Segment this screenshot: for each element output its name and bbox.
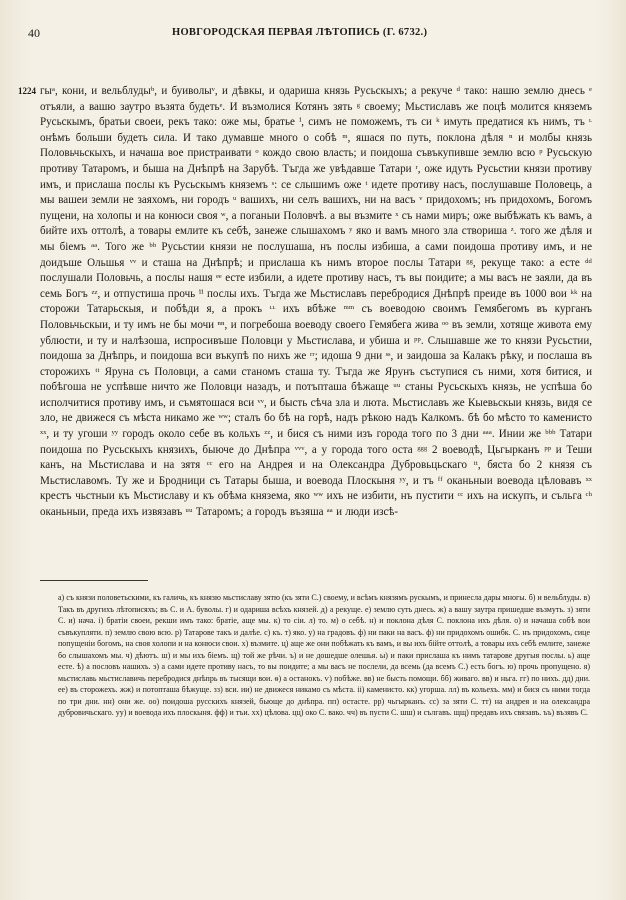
footnotes: а) съ князи половетьскими, къ галичь, къ князю мьстиславу зятю (къ зяти С.) своему, и всѣмъ князямъ рускымъ, и принесла дары многы. б) и вельблуды. в) Такъ въ другихъ лѣтописяхъ; въ С. и А. буволы. г) и одариша всѣхъ князей. д) а рекуще. е) землю суть днесь. ж) а вашу заутра пришедше възмуть. з) зяти С. и) нача. і) братіи своеи, рекши имъ тако: братіе, аще мы. к) то сіи. л) то. м) о себѣ. н) и поклона дѣля С. поклона ихъ дѣля. о) и начаша собѣ вои съвъкупляти. п) землю свою всю. р) Татарове такъ и далѣе. с) къ. т) яко. у) на градовъ. ф) ни паки на васъ. ф) ни придохомъ ошибк. С. нъ придохомъ, сице попущеніи богомъ, на своя холопи и на конюси свои. х) възмите. ц) аще же они побѣжать къ вамъ, и вы ихъ бійте оттолѣ, а товары ихъ себѣ емлите, занеже бо слышахомъ мы. ч) дѣютъ. ш) и мы ихъ біемъ. щ) той же рѣчи. ъ) и не дошедше олешья. ы) и паки прислаша къ нимъ татарове другыя послы. ь) аще есте. ѣ) а пословъ нашихъ. э) а сами идете противу насъ, то вы поидите; а мы васъ не послели, да всемь (да всемъ С.) есть богъ. ю) прочь пропущено. я) мьстиславь мьстиславичь перебродися днѣпрь въ тысящи вои. ѳ) а останокъ. ѵ) побѣже. вв) не бысть помощи. бб) живаго. вв) и ньга. гг) по нихъ. дд) дни. ее) въ сторожехъ. жж) и потопташа бѣжуще. зз) вси. ии) не движеся никамо съ мѣста. іі) каменисто. кк) угорша. лл) въ кольехъ. мм) и бися съ ними тогда по три дни. нн) они же. оо) поидоша русскихъ князей, бьюще до днѣпра. пп) остасте. рр) чьгырканъ. сс) за зяти С. тт) на андрея и на олександра дубровичьскаго. уу) и воевода ихъ плоскыня. фф) и тъи. хх) цѣлова. цц) око С. вако. чч) въ пусти С. шш) и сългавъ. щщ) предавъ ихъ связавъ. ъъ) възявъ С. <box>58 593 590 717</box>
running-title: НОВГОРОДСКАЯ ПЕРВАЯ ЛѢТОПИСЬ (Г. 6732.) <box>172 27 428 38</box>
footnote-separator <box>40 580 148 581</box>
main-chronicle-text: гыᵃ, кони, и вельблудыᵇ, и буиволыᵛ, и дѣвкы, и одариша князь Русьскыхъ; а рекуче ᵈ тако: нашю землю днесь ᵉ отъяли, а вашю заутро възята будетьᵉ. И възмолися Котянъ зять ᵍ своему; Мьстиславъ же поцѣ молится княземъ Русьскымъ, братьи своеи, рекъ тако: оже мы, братье ⁱ, симъ не поможемъ, тъ си ᵏ имуть предатися къ нимъ, тъ ᶫ онѣмъ больши будеть сила. И тако думавше много о собѣ ᵐ, яшася по путь, поклона дѣля ⁿ и молбы князь Половьчьскыхъ, и начаша вое пристраивати ᵒ кождо свою власть; и поидоша съвъкупивше землю всю ᵖ Русьскую противу Татаромъ, и быша на Днѣпрѣ на Зарубѣ. Тъгда же увѣдавше Татари ʳ, оже идуть Русьстии князи противу имъ, и прислаша послы къ Русьскымъ княземъ ˢ: се слышимъ оже ᵗ идете противу насъ, послушавше Половець, а мы вашеи земли не заяхомъ, ни городъ ᵘ вашихъ, ни селъ вашихъ, ни на васъ ᵛ придохомъ; нъ придохомъ, Богомъ пущени, на холопы и на конюси своя ʷ, а поганыи Половчѣ. а вы възмите ˣ съ нами миръ; оже выбѣжать къ вамъ, а бийте ихъ оттолѣ, а товары емлите къ себѣ, занеже слышахомъ ʸ яко и вамъ много зла створиша ᶻ. того же дѣля и мы біемъ ᵃᵃ. Того же ᵇᵇ Русьстии князи не послушаша, нъ послы избиша, а сами поидоша противу имъ, и не доидъше Ольшья ᵛᵛ и сташа на Днѣпрѣ; и прислаша къ нимъ второе послы Татари ᵍᵍ, рекуще тако: а есте ᵈᵈ послушали Половьчь, а послы нашя ᵉᵉ есте избили, а идете противу насъ, тъ вы поидите; а мы васъ не заяли, да въ семь Богъ ᶻᶻ, и отпустиша прочь ⁱⁱ послы ихъ. Тъгда же Мьстиславъ перебродися Днѣпрѣ преиде въ 1000 вои ᵏᵏ на сторожи Татарьскыя, и побѣди я, а прокъ ᶫᶫ ихъ вбѣже ᵐᵐ съ воеводою своимъ Гемябегомъ въ курганъ Половьчьскыи, и ту имъ не бы мочи ⁿⁿ, и погребоша воеводу своего Гемябега жива ᵒᵒ въ земли, хотяще живота ему ублюсти, и ту и налѣзоша, испросивъше Половци у Мьстислава, и убиша и ᵖᵖ. Слышавше же то князи Русьстии, поидоша за Днѣпрь, и поидоша вси въкупѣ по нихъ же ʳʳ; идоша 9 дни ˢˢ, и заидоша за Калакъ рѣку, и послаша въ сторожихъ ᵗᵗ Яруна съ Половци, а сами станомъ сташа ту. Тъгда же Ярунъ съступися съ ними, хотя битися, и побѣгоша не успѣвше ничто же Половци назадъ, и потъпташа бѣжаще ᵘᵘ станы Русьскыхъ князь, не успѣша бо исполчитися противу имъ, и съмятошася вси ᵛᵛ, и бысть сѣча зла и люта. Мьстиславъ же Кыевьскыи князь, видя се зло, не движеся съ мѣста никамо же ʷʷ; сталъ бо бѣ на горѣ, надъ рѣкою надъ Калкомъ. бѣ бо мѣсто то каменисто ˣˣ, и ту угоши ʸʸ городъ около себе въ кольхъ ᶻᶻ, и бися съ ними изъ города того по 3 дни ᵃᵃᵃ. Инии же ᵇᵇᵇ Татари поидоша по Русьскыхъ князихъ, быюче до Днѣпра ᵛᵛᵛ, а у города того оста ᵍᵍᵍ 2 воеводѣ, Цьгырканъ ᵖᵖ и Теши канъ, на Мьстислава и на зятя ᶜᶜ его на Андрея и на Олександра Дубровьцьскаго ᵗᵗ, бяста бо 2 князя съ Мьстиславомъ. Ту же и Бродници съ Татары быша, и воевода Плоскыня ʸʸ, и тъ ᶠᶠ оканьныи воевода цѣловавъ ˣˣ крестъ чьстныи къ Мьстиславу и къ обѣма князема, яко ʷʷ ихъ не избити, нъ пустити ᶜᶜ ихъ на искупъ, и съльга ᶜʰ оканьныи, преда ихъ извязавъ ᵘᵘ Татаромъ; а городъ възяша ᵃᵃ и люди изсѣ- <box>40 85 592 519</box>
page-header <box>22 26 600 42</box>
year-margin-note: 1224 <box>18 86 36 96</box>
page-number: 40 <box>28 26 40 40</box>
